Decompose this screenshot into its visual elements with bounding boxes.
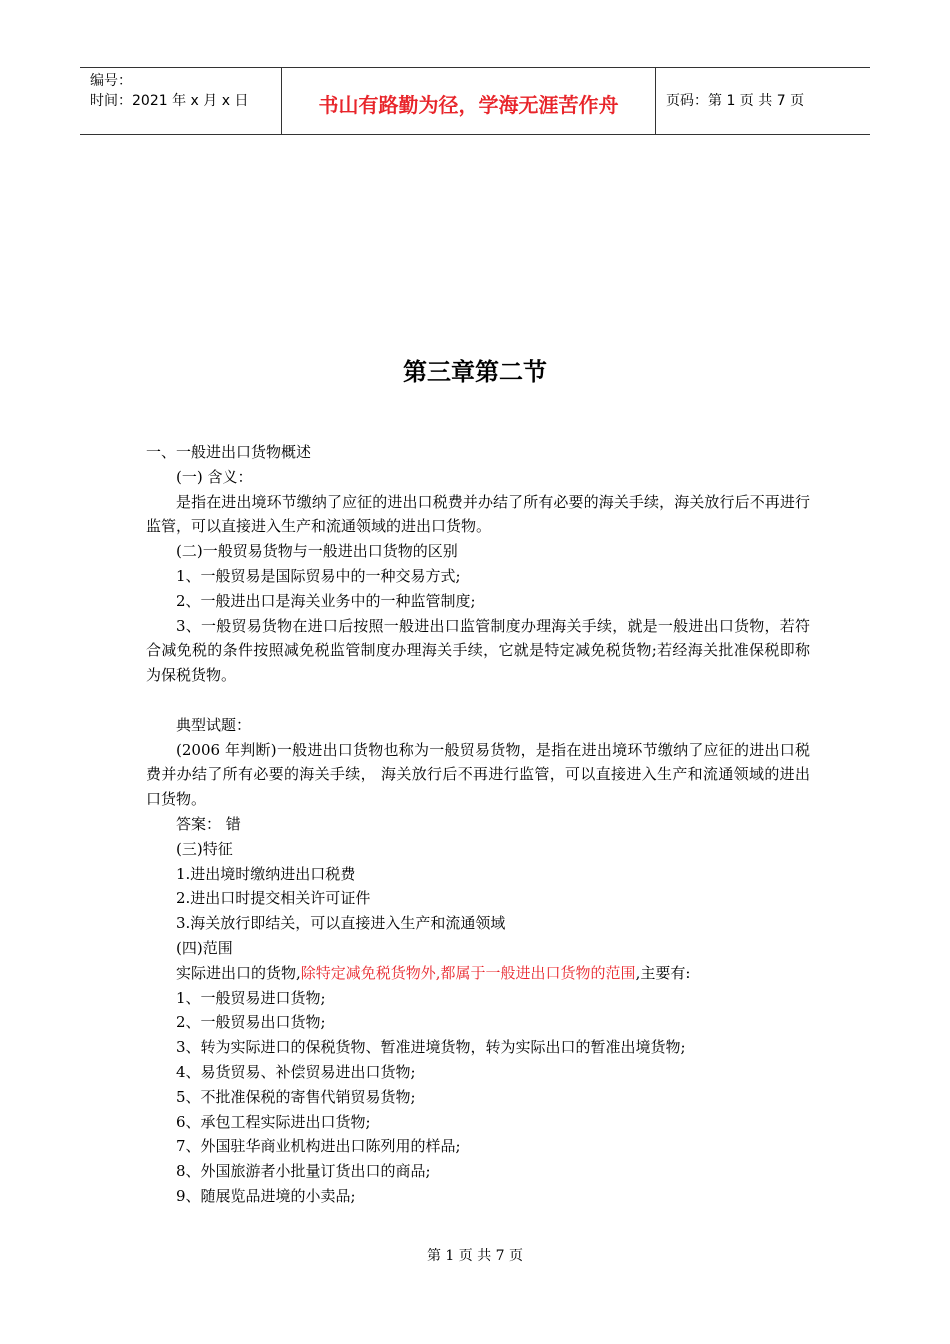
list-item: 5、不批准保税的寄售代销贸易货物; xyxy=(176,1087,416,1106)
header-meta xyxy=(80,68,282,134)
scope-text: 实际进出口的货物, xyxy=(176,963,301,982)
list-item: 3、转为实际进口的保税货物、暂准进境货物，转为实际出口的暂准出境货物; xyxy=(176,1038,686,1057)
subsection-heading: (三)特征 xyxy=(176,839,233,858)
list-item: 9、随展览品进境的小卖品; xyxy=(176,1186,356,1205)
list-item: 1.进出境时缴纳进出口税费 xyxy=(176,864,356,883)
spacer xyxy=(146,688,810,713)
subsection-heading: (一) 含义： xyxy=(176,467,253,486)
scope-text-end: ,主要有: xyxy=(635,963,691,982)
example-paragraph: (2006 年判断)一般进出口货物也称为一般贸易货物，是指在进出境环节缴纳了应征的进出口税费并办结了所有必要的海关手续， 海关放行后不再进行监管，可以直接进入生产和流通领域的进出口货物。 xyxy=(146,740,810,809)
list-item: 6、承包工程实际进出口货物; xyxy=(176,1112,371,1131)
list-item: 2、一般贸易出口货物; xyxy=(176,1013,326,1032)
list-item: 2、一般进出口是海关业务中的一种监管制度; xyxy=(176,591,476,610)
subsection-heading: (二)一般贸易货物与一般进出口货物的区别 xyxy=(176,542,458,561)
list-item: 4、易货贸易、补偿贸易进出口货物; xyxy=(176,1062,416,1081)
definition-paragraph: 是指在进出境环节缴纳了应征的进出口税费并办结了所有必要的海关手续，海关放行后不再进行监管，可以直接进入生产和流通领域的进出口货物。 xyxy=(146,492,810,536)
list-item: 7、外国驻华商业机构进出口陈列用的样品; xyxy=(176,1137,461,1156)
list-item: 1、一般贸易是国际贸易中的一种交易方式; xyxy=(176,566,461,585)
page-header xyxy=(80,67,870,135)
answer-line: 答案： 错 xyxy=(176,814,241,833)
number-label: 编号： xyxy=(90,73,132,89)
list-item: 3.海关放行即结关，可以直接进入生产和流通领域 xyxy=(176,914,506,933)
scope-highlight: 除特定减免税货物外,都属于一般进出口货物的范围 xyxy=(300,963,636,982)
section-heading: 一、一般进出口货物概述 xyxy=(146,443,312,461)
list-item: 3、一般贸易货物在进口后按照一般进出口监管制度办理海关手续，就是一般进出口货物，若符合减免税的条件按照减免税监管制度办理海关手续，它就是特定减免税货物;若经海关批准保税即称为保税货物。 xyxy=(146,616,810,685)
list-item: 8、外国旅游者小批量订货出口的商品; xyxy=(176,1162,431,1181)
subsection-heading: (四)范围 xyxy=(176,938,233,957)
header-motto: 书山有路勤为径，学海无涯苦作舟 xyxy=(282,68,656,134)
document-title: 第三章第二节 xyxy=(403,358,547,386)
time-label: 时间：2021 年 x 月 x 日 xyxy=(90,93,249,109)
document-body xyxy=(146,440,810,1209)
list-item: 1、一般贸易进口货物; xyxy=(176,988,326,1007)
example-label: 典型试题： xyxy=(176,715,252,734)
scope-intro xyxy=(146,961,810,986)
header-page-info: 页码：第 1 页 共 7 页 xyxy=(666,93,805,109)
page-footer: 第 1 页 共 7 页 xyxy=(426,1248,524,1264)
list-item: 2.进出口时提交相关许可证件 xyxy=(176,889,371,908)
